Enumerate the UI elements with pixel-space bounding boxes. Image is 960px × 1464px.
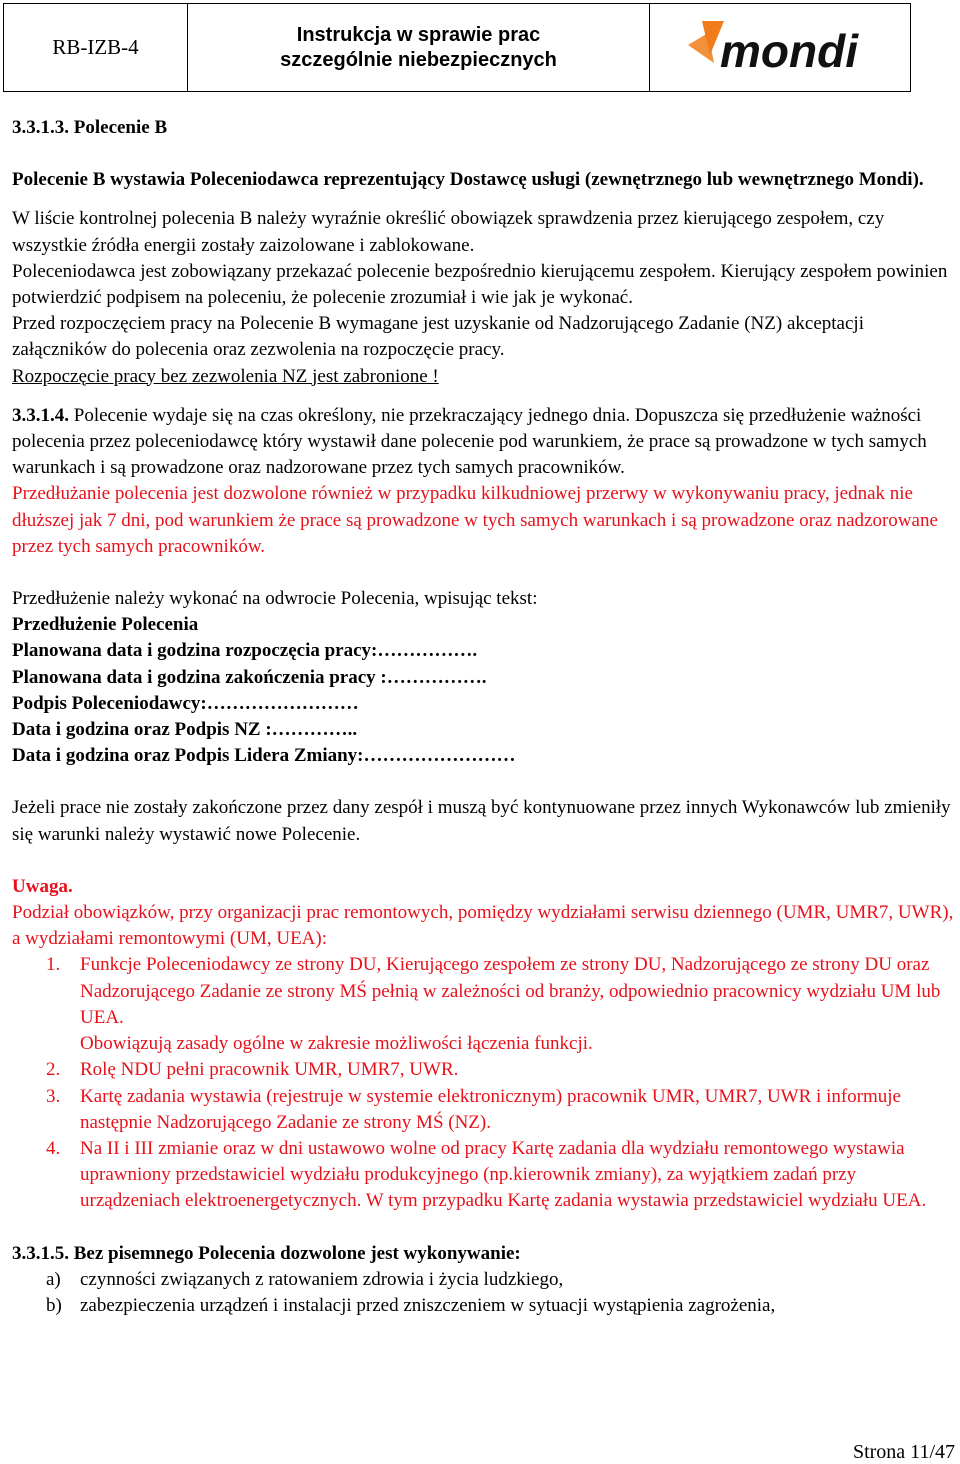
uwaga-list: [12, 952, 957, 1214]
list-item-label: a): [46, 1268, 61, 1290]
list-item: [12, 952, 957, 1057]
uwaga-intro: Podział obowiązków, przy organizacji prac remontowych, pomiędzy wydziałami serwisu dziennego (UMR, UMR7, UWR), a wydziałami remontowymi (UM, UEA):: [12, 902, 954, 950]
logo-wordmark: mondi: [720, 24, 858, 77]
mondi-logo: [650, 4, 910, 91]
list-item: [12, 1293, 957, 1319]
heading-3-3-1-5: 3.3.1.5. Bez pisemnego Polecenia dozwolone jest wykonywanie:: [12, 1242, 521, 1264]
list-item-label: b): [46, 1294, 62, 1316]
doc-title-line-2: szczególnie niebezpiecznych: [280, 48, 557, 71]
doc-title-line-1: Instrukcja w sprawie prac: [296, 23, 541, 46]
list-item-number: 4.: [46, 1137, 61, 1159]
polecenie-b-intro: Polecenie B wystawia Poleceniodawca reprezentujący Dostawcę usługi (zewnętrznego lub wewnętrznego Mondi).: [12, 169, 924, 191]
mondi-logo-icon: [680, 15, 880, 81]
polecenie-b-prohibition: Rozpoczęcie pracy bez zezwolenia NZ jest zabronione !: [12, 365, 439, 387]
polecenie-b-approval: Przed rozpoczęciem pracy na Polecenie B wymagane jest uzyskanie od Nadzorującego Zadanie (NZ) akceptacji załączników do polecenia oraz zezwolenia na rozpoczęcie pracy.: [12, 313, 864, 361]
section-3-3-1-4-num: 3.3.1.4.: [12, 404, 69, 426]
list-item-number: 2.: [46, 1059, 61, 1081]
list-item-text: czynności związanych z ratowaniem zdrowia i życia ludzkiego,: [80, 1268, 564, 1290]
list-item-extra: Obowiązują zasady ogólne w zakresie możliwości łączenia funkcji.: [80, 1033, 593, 1055]
extension-line: Data i godzina oraz Podpis NZ :…………..: [12, 719, 358, 741]
extension-line: Planowana data i godzina rozpoczęcia pracy:…………….: [12, 640, 478, 662]
heading-3-3-1-3: 3.3.1.3. Polecenie B: [12, 117, 168, 138]
list-item-text: Kartę zadania wystawia (rejestruje w systemie elektronicznym) pracownik UMR, UMR7, UWR i informuje następnie Nadzorującego Zadanie ze strony MŚ (NZ).: [80, 1085, 901, 1133]
list-item: [12, 1267, 957, 1293]
list-item-text: Na II i III zmianie oraz w dni ustawowo wolne od pracy Kartę zadania dla wydziału remontowego wystawia uprawniony przedstawiciel wydziału produkcyjnego (np.kierownik zmiany), za wyjątkiem zadań przy urządzeniach elektroenergetycznych. W tym przypadku Kartę zadania wystawia przedstawiciel wydziału UEA.: [80, 1137, 927, 1212]
document-body: [12, 115, 957, 1319]
doc-code: RB-IZB-4: [4, 4, 188, 91]
list-item-text: Rolę NDU pełni pracownik UMR, UMR7, UWR.: [80, 1059, 459, 1081]
page-number: Strona 11/47: [852, 1441, 955, 1463]
extension-line: Podpis Poleceniodawcy:……………………: [12, 692, 359, 714]
list-item-number: 3.: [46, 1085, 61, 1107]
extension-intro: Przedłużenie należy wykonać na odwrocie Polecenia, wpisując tekst:: [12, 588, 538, 610]
list-item: [12, 1136, 957, 1215]
section-3-3-1-4: [12, 403, 957, 482]
new-polecenie-note: Jeżeli prace nie zostały zakończone przez dany zespół i muszą być kontynuowane przez innych Wykonawców lub zmieniły się warunki należy wystawić nowe Polecenie.: [12, 797, 951, 845]
list-item-text: zabezpieczenia urządzeń i instalacji przed zniszczeniem w sytuacji wystąpienia zagrożenia,: [80, 1294, 776, 1316]
exceptions-list: [12, 1267, 957, 1319]
section-3-3-1-4-text: Polecenie wydaje się na czas określony, nie przekraczający jednego dnia. Dopuszcza się przedłużenie ważności polecenia przez poleceniodawcę który wystawił dane polecenie pod warunkiem, że prace są prowadzone w tych samych warunkach i są prowadzone oraz nadzorowane przez tych samych pracowników.: [12, 404, 927, 479]
list-item: [12, 1084, 957, 1136]
polecenie-b-checklist: W liście kontrolnej polecenia B należy wyraźnie określić obowiązek sprawdzenia przez kierującego zespołem, czy wszystkie źródła energii zostały zaizolowane i zablokowane.: [12, 208, 885, 256]
uwaga-title: Uwaga.: [12, 875, 73, 897]
polecenie-b-handover: Poleceniodawca jest zobowiązany przekazać polecenie bezpośrednio kierującemu zespołem. Kierujący zespołem powinien potwierdzić podpisem na poleceniu, że polecenie zrozumiał i wie jak je wykonać.: [12, 260, 948, 309]
page-header: [3, 3, 911, 92]
doc-title: [188, 4, 650, 91]
extension-line: Przedłużenie Polecenia: [12, 614, 199, 636]
extension-line: Planowana data i godzina zakończenia pracy :…………….: [12, 666, 487, 688]
extension-red-note: Przedłużanie polecenia jest dozwolone również w przypadku kilkudniowej przerwy w wykonywaniu pracy, jednak nie dłuższej jak 7 dni, pod warunkiem że prace są prowadzone w tych samych warunkach i są prowadzone oraz nadzorowane przez tych samych pracowników.: [12, 483, 938, 557]
list-item-text: Funkcje Poleceniodawcy ze strony DU, Kierującego zespołem ze strony DU, Nadzorującego ze strony DU oraz Nadzorującego Zadanie ze strony MŚ pełnią w zależności od branży, odpowiednio pracownicy wydziału UM lub UEA.: [80, 954, 941, 1028]
list-item: [12, 1057, 957, 1083]
list-item-number: 1.: [46, 954, 61, 976]
extension-line: Data i godzina oraz Podpis Lidera Zmiany:……………………: [12, 745, 516, 767]
